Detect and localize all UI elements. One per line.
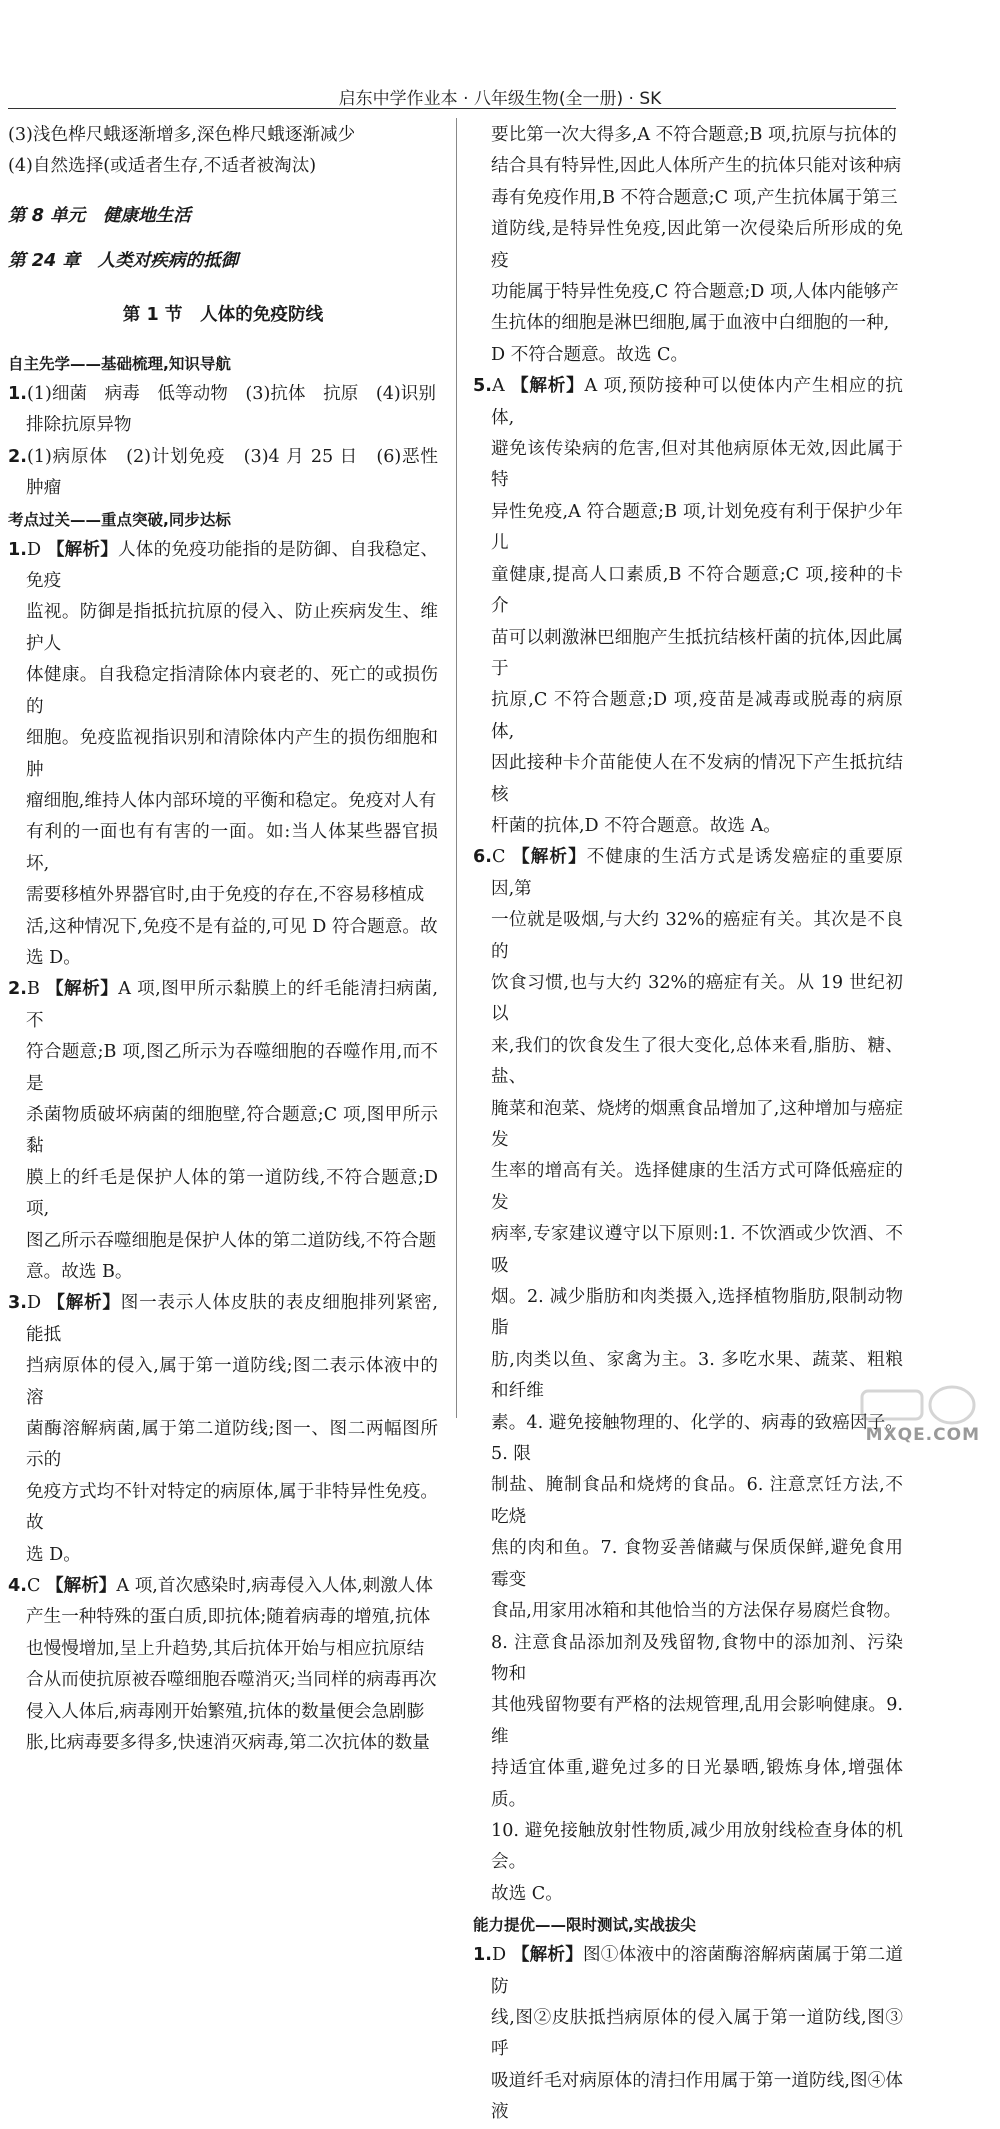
analysis-line: 制盐、腌制食品和烧烤的食品。6. 注意烹饪方法,不吃烧	[491, 1475, 903, 1527]
page-header: 启东中学作业本 · 八年级生物(全一册) · SK	[338, 89, 662, 109]
answer-choice: D	[26, 539, 42, 560]
analysis-line: 其他残留物要有严格的法规管理,乱用会影响健康。9. 维	[491, 1695, 903, 1747]
analysis-line: 产生一种特殊的蛋白质,即抗体;随着病毒的增殖,抗体	[26, 1607, 431, 1628]
analysis-text: A 项,首次感染时,病毒侵入人体,刺激人体	[116, 1576, 433, 1597]
analysis-line: 意。故选 B。	[26, 1262, 133, 1282]
analysis-line: 因此接种卡介苗能使人在不发病的情况下产生抵抗结核	[491, 753, 903, 805]
analysis-line: 苗可以刺激淋巴细胞产生抵抗结核杆菌的抗体,因此属于	[491, 627, 903, 679]
analysis-line: 有利的一面也有有害的一面。如:当人体某些器官损坏,	[26, 822, 438, 874]
analysis-line: 避免该传染病的危害,但对其他病原体无效,因此属于特	[491, 439, 903, 491]
analysis-text: A 项,预防接种可以使体内产生相应的抗体,	[491, 376, 903, 428]
analysis-text: 不健康的生活方式是诱发癌症的重要原因,第	[491, 847, 903, 899]
header-rule	[8, 108, 896, 109]
analysis-line: 监视。防御是指抵抗抗原的侵入、防止疾病发生、维护人	[26, 602, 438, 654]
answer-text: (1)细菌 病毒 低等动物 (3)抗体 抗原 (4)识别	[26, 384, 436, 405]
answer-choice: D	[491, 1945, 507, 1966]
analysis-text: 图一表示人体皮肤的表皮细胞排列紧密,能抵	[26, 1293, 438, 1345]
analysis-line: 菌酶溶解病菌,属于第二道防线;图一、图二两幅图所示的	[26, 1419, 438, 1471]
analysis-line: 吸道纤毛对病原体的清扫作用属于第一道防线,图④体液	[491, 2070, 903, 2123]
analysis-line: 病率,专家建议遵守以下原则:1. 不饮酒或少饮酒、不吸	[491, 1224, 903, 1276]
analysis-line: 生率的增高有关。选择健康的生活方式可降低癌症的发	[491, 1161, 903, 1213]
analysis-line: 肪,肉类以鱼、家禽为主。3. 多吃水果、蔬菜、粗粮和纤维	[491, 1349, 903, 1402]
chapter-title: 第 24 章 人类对疾病的抵御	[8, 251, 239, 272]
answer-item	[473, 371, 903, 434]
analysis-line: 8. 注意食品添加剂及残留物,食物中的添加剂、污染物和	[491, 1632, 903, 1684]
answer-item	[8, 442, 438, 505]
item-number: 3.	[8, 1293, 27, 1314]
analysis-text: 图①体液中的溶菌酶溶解病菌属于第二道防	[491, 1945, 903, 1997]
answer-text: (1)病原体 (2)计划免疫 (3)4 月 25 日 (6)恶性肿瘤	[26, 446, 438, 499]
analysis-text: A 项,图甲所示黏膜上的纤毛能清扫病菌,不	[26, 979, 438, 1031]
analysis-line: 故选 C。	[491, 1883, 563, 1904]
analysis-line: 需要移植外界器官时,由于免疫的存在,不容易移植成	[26, 885, 425, 906]
analysis-line: 生抗体的细胞是淋巴细胞,属于血液中白细胞的一种,	[491, 313, 890, 334]
analysis-tag: 【解析】	[511, 376, 585, 397]
answer-choice: A	[491, 376, 505, 397]
analysis-tag: 【解析】	[46, 539, 118, 560]
analysis-tag: 【解析】	[47, 1293, 121, 1314]
analysis-tag: 【解析】	[511, 1945, 583, 1966]
analysis-line: 合从而使抗原被吞噬细胞吞噬消灭;当同样的病毒再次	[26, 1670, 437, 1691]
analysis-text: 人体的免疫功能指的是防御、自我稳定、免疫	[26, 539, 438, 592]
analysis-line: 胀,比病毒要多得多,快速消灭病毒,第二次抗体的数量	[26, 1733, 430, 1754]
subhead-ability: 能力提优——限时测试,实战拔尖	[473, 1916, 696, 1935]
analysis-line: 细胞。免疫监视指识别和清除体内产生的损伤细胞和肿	[26, 728, 438, 780]
analysis-line: 要比第一次大得多,A 不符合题意;B 项,抗原与抗体的	[491, 125, 897, 145]
watermark-text: MXQE.COM	[865, 1425, 980, 1445]
analysis-line: 腌菜和泡菜、烧烤的烟熏食品增加了,这种增加与癌症发	[491, 1098, 903, 1150]
answer-item	[8, 379, 438, 410]
analysis-line: 挡病原体的侵入,属于第一道防线;图二表示体液中的溶	[26, 1356, 438, 1408]
answer-choice: B	[26, 979, 40, 1000]
left-column	[8, 120, 438, 1760]
answer-choice: C	[491, 847, 506, 868]
answer-item	[8, 535, 438, 598]
analysis-line: 杀菌物质破坏病菌的细胞壁,符合题意;C 项,图甲所示黏	[26, 1104, 438, 1157]
unit-title: 第 8 单元 健康地生活	[8, 205, 191, 226]
analysis-line: 活,这种情况下,免疫不是有益的,可见 D 符合题意。故	[26, 916, 438, 937]
analysis-line: 符合题意;B 项,图乙所示为吞噬细胞的吞噬作用,而不是	[26, 1042, 438, 1094]
analysis-line: 持适宜体重,避免过多的日光暴晒,锻炼身体,增强体质。	[491, 1758, 903, 1810]
item-number: 1.	[473, 1945, 492, 1966]
analysis-line: 体健康。自我稳定指清除体内衰老的、死亡的或损伤的	[26, 665, 438, 717]
analysis-line: 杆菌的抗体,D 不符合题意。故选 A。	[491, 815, 781, 836]
answer-item	[473, 842, 903, 905]
analysis-line: 侵入人体后,病毒刚开始繁殖,抗体的数量便会急剧膨	[26, 1701, 425, 1722]
analysis-line: 饮食习惯,也与大约 32%的癌症有关。从 19 世纪初以	[491, 972, 903, 1025]
analysis-tag: 【解析】	[45, 979, 119, 1000]
item-number: 6.	[473, 847, 492, 868]
analysis-tag: 【解析】	[512, 847, 587, 868]
analysis-line: 一位就是吸烟,与大约 32%的癌症有关。其次是不良的	[491, 910, 903, 962]
item-number: 5.	[473, 376, 492, 397]
analysis-line: 抗原,C 不符合题意;D 项,疫苗是减毒或脱毒的病原体,	[491, 690, 903, 742]
analysis-line: 毒有免疫作用,B 不符合题意;C 项,产生抗体属于第三	[491, 187, 898, 208]
analysis-line: 结合具有特异性,因此人体所产生的抗体只能对该种病	[491, 156, 902, 177]
answer-continuation: 排除抗原异物	[26, 415, 132, 436]
right-column	[473, 120, 903, 2129]
column-divider	[456, 118, 457, 1418]
item-number: 1.	[8, 384, 27, 405]
analysis-line: 膜上的纤毛是保护人体的第一道防线,不符合题意;D 项,	[26, 1167, 438, 1220]
answer-item	[8, 974, 438, 1037]
analysis-line: 道防线,是特异性免疫,因此第一次侵染后所形成的免疫	[491, 219, 903, 271]
analysis-line: 瘤细胞,维持人体内部环境的平衡和稳定。免疫对人有	[26, 790, 437, 811]
analysis-line: 异性免疫,A 符合题意;B 项,计划免疫有利于保护少年儿	[491, 501, 903, 554]
analysis-line: 图乙所示吞噬细胞是保护人体的第二道防线,不符合题	[26, 1230, 437, 1251]
item-number: 2.	[8, 979, 27, 1000]
answer-choice: D	[26, 1293, 42, 1314]
answer-item	[8, 1571, 438, 1602]
item-number: 1.	[8, 539, 27, 560]
analysis-line: 免疫方式均不针对特定的病原体,属于非特异性免疫。故	[26, 1481, 438, 1534]
analysis-line: 食品,用家用冰箱和其他恰当的方法保存易腐烂食物。	[491, 1601, 902, 1622]
item-number: 2.	[8, 446, 27, 467]
analysis-line: 选 D。	[26, 947, 81, 968]
analysis-line: 10. 避免接触放射性物质,减少用放射线检查身体的机会。	[491, 1820, 903, 1873]
analysis-line: 来,我们的饮食发生了很大变化,总体来看,脂肪、糖、盐、	[491, 1035, 903, 1088]
analysis-line: D 不符合题意。故选 C。	[491, 344, 689, 365]
analysis-line: 素。4. 避免接触物理的、化学的、病毒的致癌因子。5. 限	[491, 1412, 903, 1465]
item-number: 4.	[8, 1576, 27, 1597]
subhead-checkpoint: 考点过关——重点突破,同步达标	[8, 510, 231, 529]
analysis-line: 焦的肉和鱼。7. 食物妥善储藏与保质保鲜,避免食用霉变	[491, 1538, 903, 1590]
subhead-self-study: 自主先学——基础梳理,知识导航	[8, 355, 231, 374]
answer-choice: C	[26, 1576, 41, 1597]
analysis-line: 也慢慢增加,呈上升趋势,其后抗体开始与相应抗原结	[26, 1638, 425, 1659]
analysis-line: 烟。2. 减少脂肪和肉类摄入,选择植物脂肪,限制动物脂	[491, 1287, 903, 1339]
prev-answer-line: (3)浅色桦尺蛾逐渐增多,深色桦尺蛾逐渐减少	[8, 125, 356, 145]
answer-item	[473, 1940, 903, 2003]
analysis-line: 功能属于特异性免疫,C 符合题意;D 项,人体内能够产	[491, 282, 899, 303]
prev-answer-line: (4)自然选择(或适者生存,不适者被淘汰)	[8, 156, 317, 177]
analysis-tag: 【解析】	[46, 1576, 117, 1597]
analysis-line: 选 D。	[26, 1544, 81, 1565]
analysis-line: 童健康,提高人口素质,B 不符合题意;C 项,接种的卡介	[491, 564, 903, 617]
analysis-line: 线,图②皮肤抵挡病原体的侵入属于第一道防线,图③呼	[491, 2007, 903, 2060]
section-title: 第 1 节 人体的免疫防线	[122, 304, 324, 325]
answer-item	[8, 1288, 438, 1351]
